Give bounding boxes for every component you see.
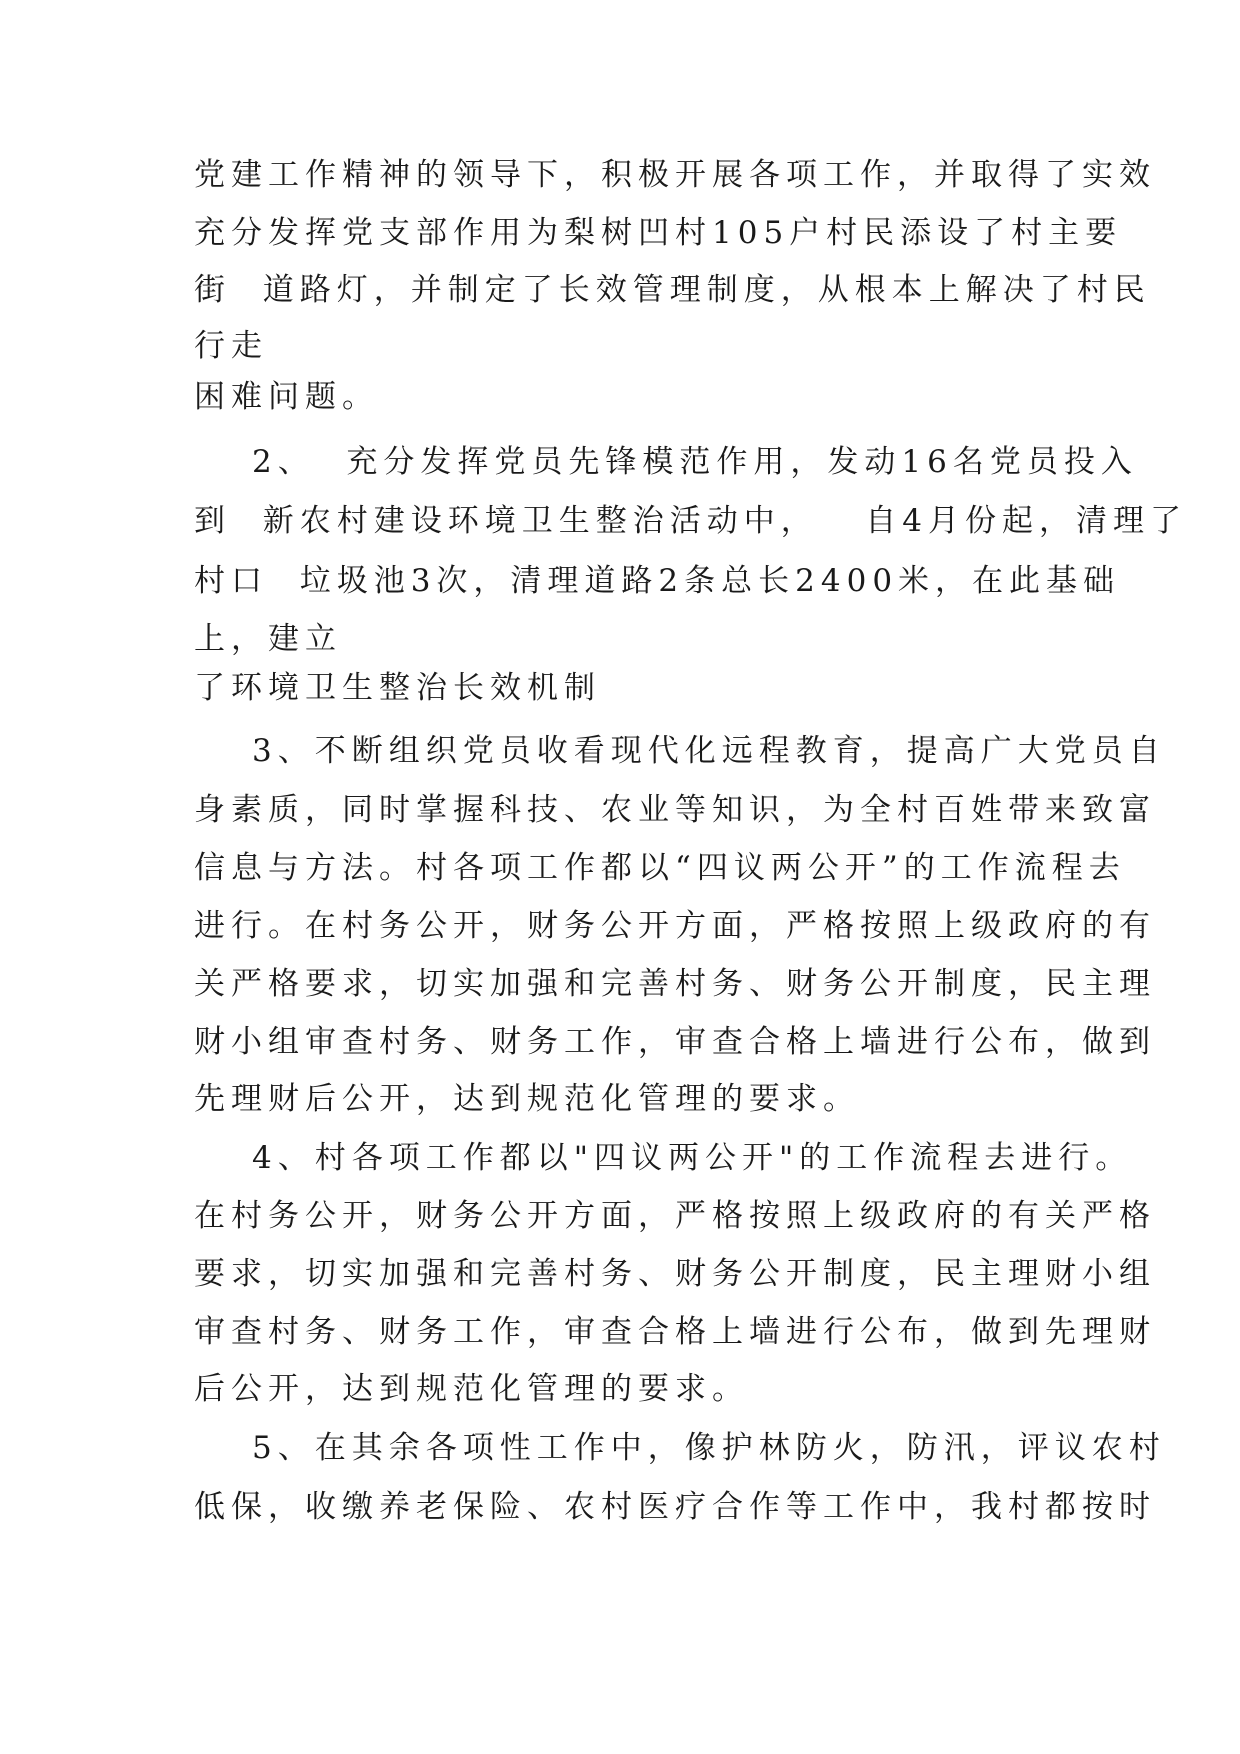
text-line: 低保，收缴养老保险、农村医疗合作等工作中，我村都按时	[194, 1489, 1156, 1525]
text-line: 党建工作精神的领导下，积极开展各项工作，并取得了实效	[194, 157, 1156, 193]
text-line: 后公开，达到规范化管理的要求。	[194, 1371, 749, 1407]
text-line: 关严格要求，切实加强和完善村务、财务公开制度，民主理	[194, 966, 1156, 1002]
text-line: 了环境卫生整治长效机制	[194, 670, 601, 706]
text-line: 上，建立	[194, 621, 342, 657]
text-line: 困难问题。	[194, 379, 379, 415]
text-line: 先理财后公开，达到规范化管理的要求。	[194, 1081, 860, 1117]
text-line: 行走	[194, 328, 268, 364]
paragraph-4-first-line: 4、村各项工作都以"四议两公开"的工作流程去进行。	[252, 1140, 1133, 1176]
paragraph-2-first-line: 2、 充分发挥党员先锋模范作用，发动16名党员投入	[252, 444, 1138, 480]
text-line: 审查村务、财务工作，审查合格上墙进行公布，做到先理财	[194, 1314, 1156, 1350]
text-line: 街 道路灯，并制定了长效管理制度，从根本上解决了村民	[194, 272, 1151, 308]
paragraph-5-first-line: 5、在其余各项性工作中，像护林防火，防汛，评议农村	[252, 1430, 1166, 1466]
paragraph-3-first-line: 3、不断组织党员收看现代化远程教育，提高广大党员自	[252, 733, 1166, 769]
text-line: 信息与方法。村各项工作都以“四议两公开”的工作流程去	[194, 850, 1126, 886]
text-line: 身素质，同时掌握科技、农业等知识，为全村百姓带来致富	[194, 792, 1156, 828]
text-line: 村口 垃圾池3次，清理道路2条总长2400米，在此基础	[194, 563, 1121, 599]
text-line: 财小组审查村务、财务工作，审查合格上墙进行公布，做到	[194, 1024, 1156, 1060]
text-line: 要求，切实加强和完善村务、财务公开制度，民主理财小组	[194, 1256, 1156, 1292]
text-line: 到 新农村建设环境卫生整治活动中， 自4月份起，清理了	[194, 503, 1187, 539]
text-line: 在村务公开，财务公开方面，严格按照上级政府的有关严格	[194, 1198, 1156, 1234]
text-line: 进行。在村务公开，财务公开方面，严格按照上级政府的有	[194, 908, 1156, 944]
text-line: 充分发挥党支部作用为梨树凹村105户村民添设了村主要	[194, 215, 1123, 251]
